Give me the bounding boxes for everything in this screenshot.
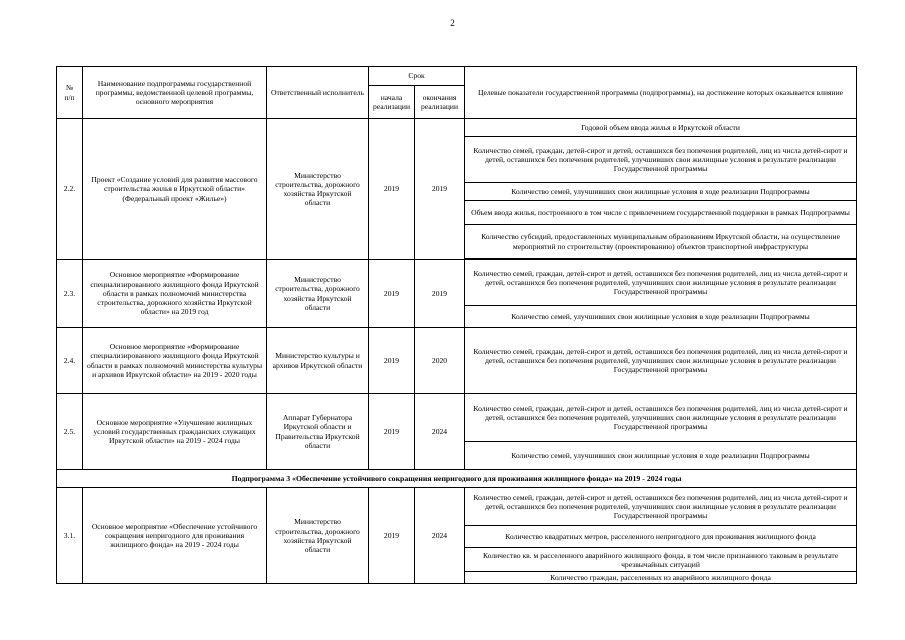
row-start-year: 2019 [369,119,415,260]
row-name: Проект «Создание условий для развития массового строительства жилья в Иркутской области» (Федеральный проект «Жилье») [83,119,267,260]
row-end-year: 2024 [415,394,465,470]
row-name: Основное мероприятие «Обеспечение устойчивого сокращения непригодного для проживания жилищного фонда» на 2019 - 2024 годы [83,488,267,584]
indicator-cell: Количество квадратных метров, расселенного непригодного для проживания жилищного фонда [465,526,857,548]
indicator-cell: Годовой объем ввода жилья в Иркутской области [465,119,857,137]
header-num: № п/п [57,67,83,119]
indicator-cell: Количество граждан, расселенных из аварийного жилищного фонда [465,572,857,584]
indicator-cell: Количество семей, граждан, детей-сирот и детей, оставшихся без попечения родителей, лиц из числа детей-сирот и детей, оставшихся без попечения родителей, улучшивших свои жилищные условия в результате реализации Государственной программы [465,328,857,394]
row-responsible: Министерство строительства, дорожного хозяйства Иркутской области [267,119,369,260]
row-responsible: Министерство строительства, дорожного хозяйства Иркутской области [267,488,369,584]
header-targets: Целевые показатели государственной программы (подпрограммы), на достижение которых оказывается влияние [465,67,857,119]
row-responsible: Министерство культуры и архивов Иркутской области [267,328,369,394]
section-title: Подпрограмма 3 «Обеспечение устойчивого сокращения непригодного для проживания жилищного фонда» на 2019 - 2024 годы [57,470,857,488]
indicator-cell: Количество семей, граждан, детей-сирот и детей, оставшихся без попечения родителей, лиц из числа детей-сирот и детей, оставшихся без попечения родителей, улучшивших свои жилищные условия в результате реализации Государственной программы [465,394,857,442]
row-end-year: 2019 [415,119,465,260]
indicator-cell: Количество семей, граждан, детей-сирот и детей, оставшихся без попечения родителей, лиц из числа детей-сирот и детей, оставшихся без попечения родителей, улучшивших свои жилищные условия в результате реализации Государственной программы [465,137,857,183]
indicator-cell: Количество семей, граждан, детей-сирот и детей, оставшихся без попечения родителей, лиц из числа детей-сирот и детей, оставшихся без попечения родителей, улучшивших свои жилищные условия в результате реализации Государственной программы [465,488,857,526]
page-number: 2 [450,18,455,28]
row-start-year: 2019 [369,260,415,328]
indicator-cell: Количество субсидий, предоставленных муниципальным образованиям Иркутской области, на осуществление мероприятий по строительству (проектированию) объектов транспортной инфраструктуры [465,225,857,259]
indicator-cell: Объем ввода жилья, построенного в том числе с привлечением государственной поддержки в рамках Подпрограммы [465,201,857,225]
row-num: 2.3. [57,260,83,328]
header-term: Срок [369,67,465,86]
indicator-cell: Количество семей, граждан, детей-сирот и детей, оставшихся без попечения родителей, лиц из числа детей-сирот и детей, оставшихся без попечения родителей, улучшивших свои жилищные условия в результате реализации Государственной программы [465,260,857,306]
program-table [56,66,857,584]
header-responsible: Ответственный исполнитель [267,67,369,119]
row-num: 2.2. [57,119,83,260]
row-responsible: Министерство строительства, дорожного хозяйства Иркутской области [267,260,369,328]
row-name: Основное мероприятие «Формирование специализированного жилищного фонда Иркутской области в рамках полномочий министерства культуры и архивов Иркутской области» на 2019 - 2020 годы [83,328,267,394]
row-end-year: 2024 [415,488,465,584]
header-name: Наименование подпрограммы государственной программы, ведомственной целевой программы, основного мероприятия [83,67,267,119]
row-num: 3.1. [57,488,83,584]
indicator-cell: Количество кв. м расселенного аварийного жилищного фонда, в том числе признанного таковым в результате чрезвычайных ситуаций [465,548,857,572]
indicator-cell: Количество семей, улучшивших свои жилищные условия в ходе реализации Подпрограммы [465,183,857,201]
row-start-year: 2019 [369,394,415,470]
row-start-year: 2019 [369,488,415,584]
row-responsible: Аппарат Губернатора Иркутской области и Правительства Иркутской области [267,394,369,470]
program-table-container [56,66,856,584]
row-end-year: 2019 [415,260,465,328]
indicator-cell: Количество семей, улучшивших свои жилищные условия в ходе реализации Подпрограммы [465,442,857,470]
row-num: 2.5. [57,394,83,470]
row-name: Основное мероприятие «Формирование специализированного жилищного фонда Иркутской области в рамках полномочий министерства строительства, дорожного хозяйства Иркутской области» на 2019 год [83,260,267,328]
indicator-cell: Количество семей, улучшивших свои жилищные условия в ходе реализации Подпрограммы [465,306,857,328]
row-end-year: 2020 [415,328,465,394]
row-start-year: 2019 [369,328,415,394]
row-name: Основное мероприятие «Улучшение жилищных условий государственных гражданских служащих Иркутской области» на 2019 - 2024 годы [83,394,267,470]
header-start: начала реализации [369,86,415,119]
header-end: окончания реализации [415,86,465,119]
row-num: 2.4. [57,328,83,394]
